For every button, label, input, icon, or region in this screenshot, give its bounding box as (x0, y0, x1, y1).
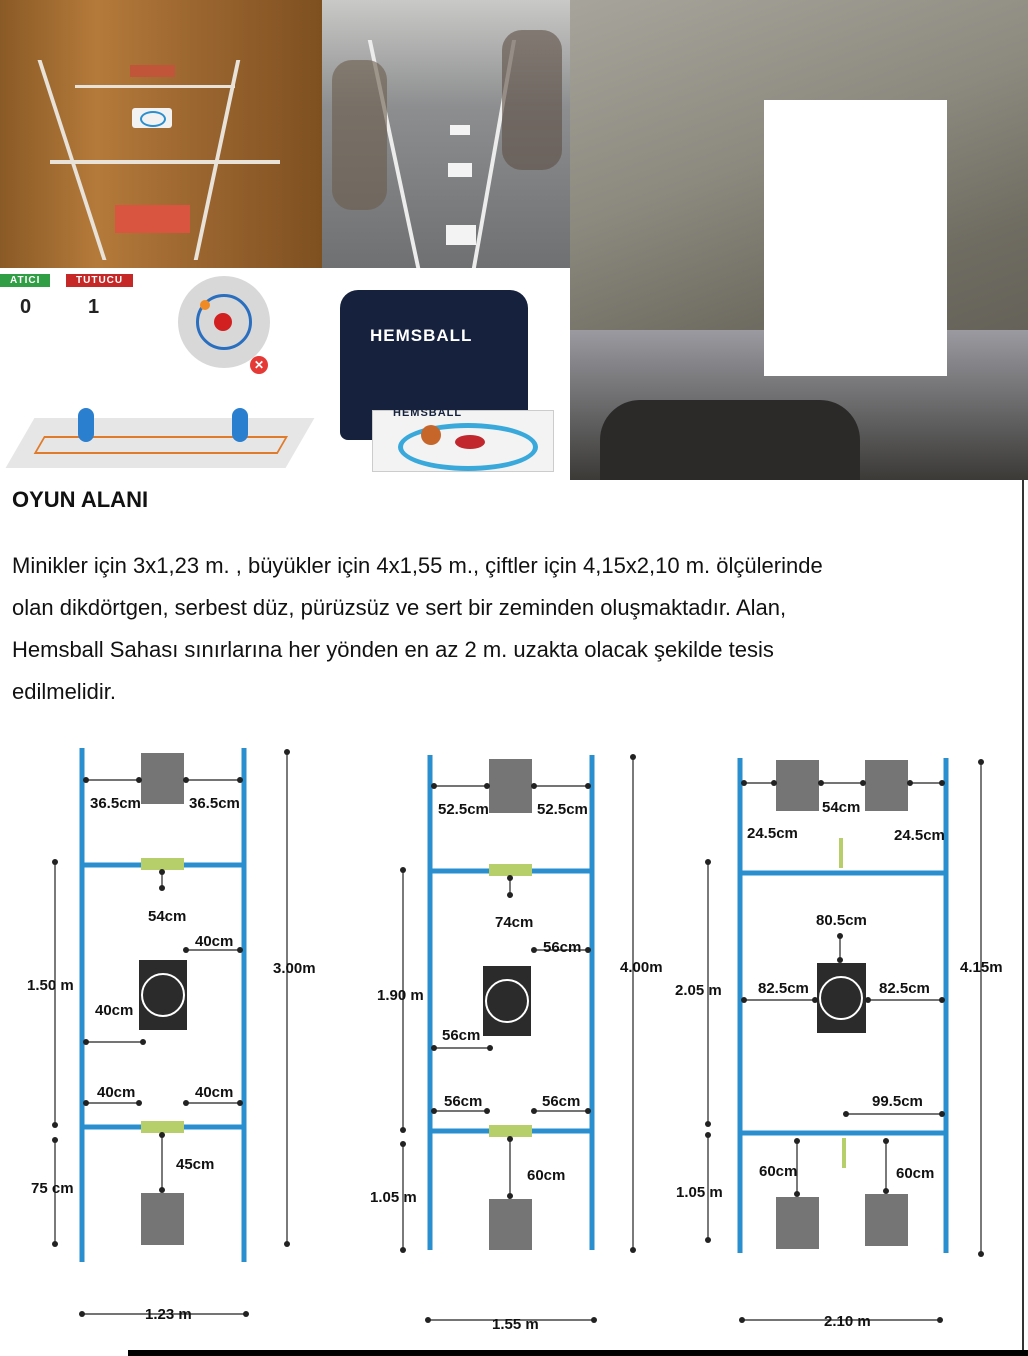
mat-brand: HEMSBALL (393, 407, 463, 419)
mat-bottom (489, 1125, 532, 1137)
dim-lower-right: 56cm (542, 1093, 581, 1110)
paragraph-line: Hemsball Sahası sınırlarına her yönden en az 2 m. uzakta olacak şekilde tesis (12, 637, 774, 662)
dim-line-to-bottom: 60cm (527, 1167, 566, 1184)
dim-top-right: 24.5cm (894, 827, 945, 844)
dim-target-right: 40cm (195, 933, 234, 950)
catcher-tag: TUTUCU (66, 274, 133, 287)
mat-top (839, 838, 843, 868)
box-top (141, 753, 184, 804)
box-top-right (865, 760, 908, 811)
paragraph-line: olan dikdörtgen, serbest düz, pürüzsüz ve sert bir zeminden oluşmaktadır. Alan, (12, 595, 787, 620)
dim-target-left: 56cm (442, 1027, 481, 1044)
dim-line-to-target: 54cm (148, 908, 187, 925)
dim-target-left: 82.5cm (758, 980, 809, 997)
mat-bottom (141, 1121, 184, 1133)
dim-line-to-bottom: 45cm (176, 1156, 215, 1173)
box-top-left (776, 760, 819, 811)
miss-x-icon: ✕ (250, 356, 268, 374)
dim-end-length: 1.05 m (676, 1184, 723, 1201)
page-edge-rule (1022, 480, 1024, 1356)
mat-top (141, 858, 184, 870)
paragraph-line: edilmelidir. (12, 679, 116, 704)
dim-end-length: 1.05 m (370, 1189, 417, 1206)
court-small (27, 748, 316, 1323)
dim-target-right: 82.5cm (879, 980, 930, 997)
dim-middle-length: 2.05 m (675, 982, 722, 999)
dim-total-length: 3.00m (273, 960, 316, 977)
dim-target-left: 40cm (95, 1002, 134, 1019)
box-bottom (489, 1199, 532, 1250)
dim-bottom-left: 60cm (759, 1163, 798, 1180)
dim-middle-length: 1.50 m (27, 977, 74, 994)
dim-total-length: 4.15m (960, 959, 1003, 976)
dim-lower-left: 56cm (444, 1093, 483, 1110)
dim-bottom-right: 60cm (896, 1165, 935, 1182)
dim-top-right: 36.5cm (189, 795, 240, 812)
dim-lower-right: 40cm (195, 1084, 234, 1101)
dim-total-length: 4.00m (620, 959, 663, 976)
dim-top-left: 36.5cm (90, 795, 141, 812)
box-bottom-left (776, 1197, 819, 1249)
mat-bottom (842, 1138, 846, 1168)
section-title: OYUN ALANI (12, 487, 149, 512)
dim-top-right: 52.5cm (537, 801, 588, 818)
dim-center-gap: 54cm (822, 799, 861, 816)
box-top (489, 759, 532, 813)
catcher-score: 1 (88, 296, 100, 318)
bag-brand: HEMSBALL (370, 326, 473, 345)
box-bottom (141, 1193, 184, 1245)
court-large (370, 755, 663, 1333)
dim-width: 1.55 m (492, 1316, 539, 1333)
court-double (675, 758, 1003, 1330)
mat-top (489, 864, 532, 876)
dim-top-left: 24.5cm (747, 825, 798, 842)
dim-middle-length: 1.90 m (377, 987, 424, 1004)
dim-line-to-target: 80.5cm (816, 912, 867, 929)
thrower-score: 0 (20, 296, 32, 318)
dim-end-length: 75 cm (31, 1180, 74, 1197)
dim-lower-line: 99.5cm (872, 1093, 923, 1110)
dim-width: 2.10 m (824, 1313, 871, 1330)
dim-line-to-target: 74cm (495, 914, 534, 931)
dim-top-left: 52.5cm (438, 801, 489, 818)
dim-width: 1.23 m (145, 1306, 192, 1323)
box-bottom-right (865, 1194, 908, 1246)
dim-target-right: 56cm (543, 939, 582, 956)
thrower-tag: ATICI (0, 274, 50, 287)
page-bottom-rule (128, 1350, 1028, 1356)
dim-lower-left: 40cm (97, 1084, 136, 1101)
paragraph-line: Minikler için 3x1,23 m. , büyükler için 4x1,55 m., çiftler için 4,15x2,10 m. ölçülerinde (12, 553, 823, 578)
